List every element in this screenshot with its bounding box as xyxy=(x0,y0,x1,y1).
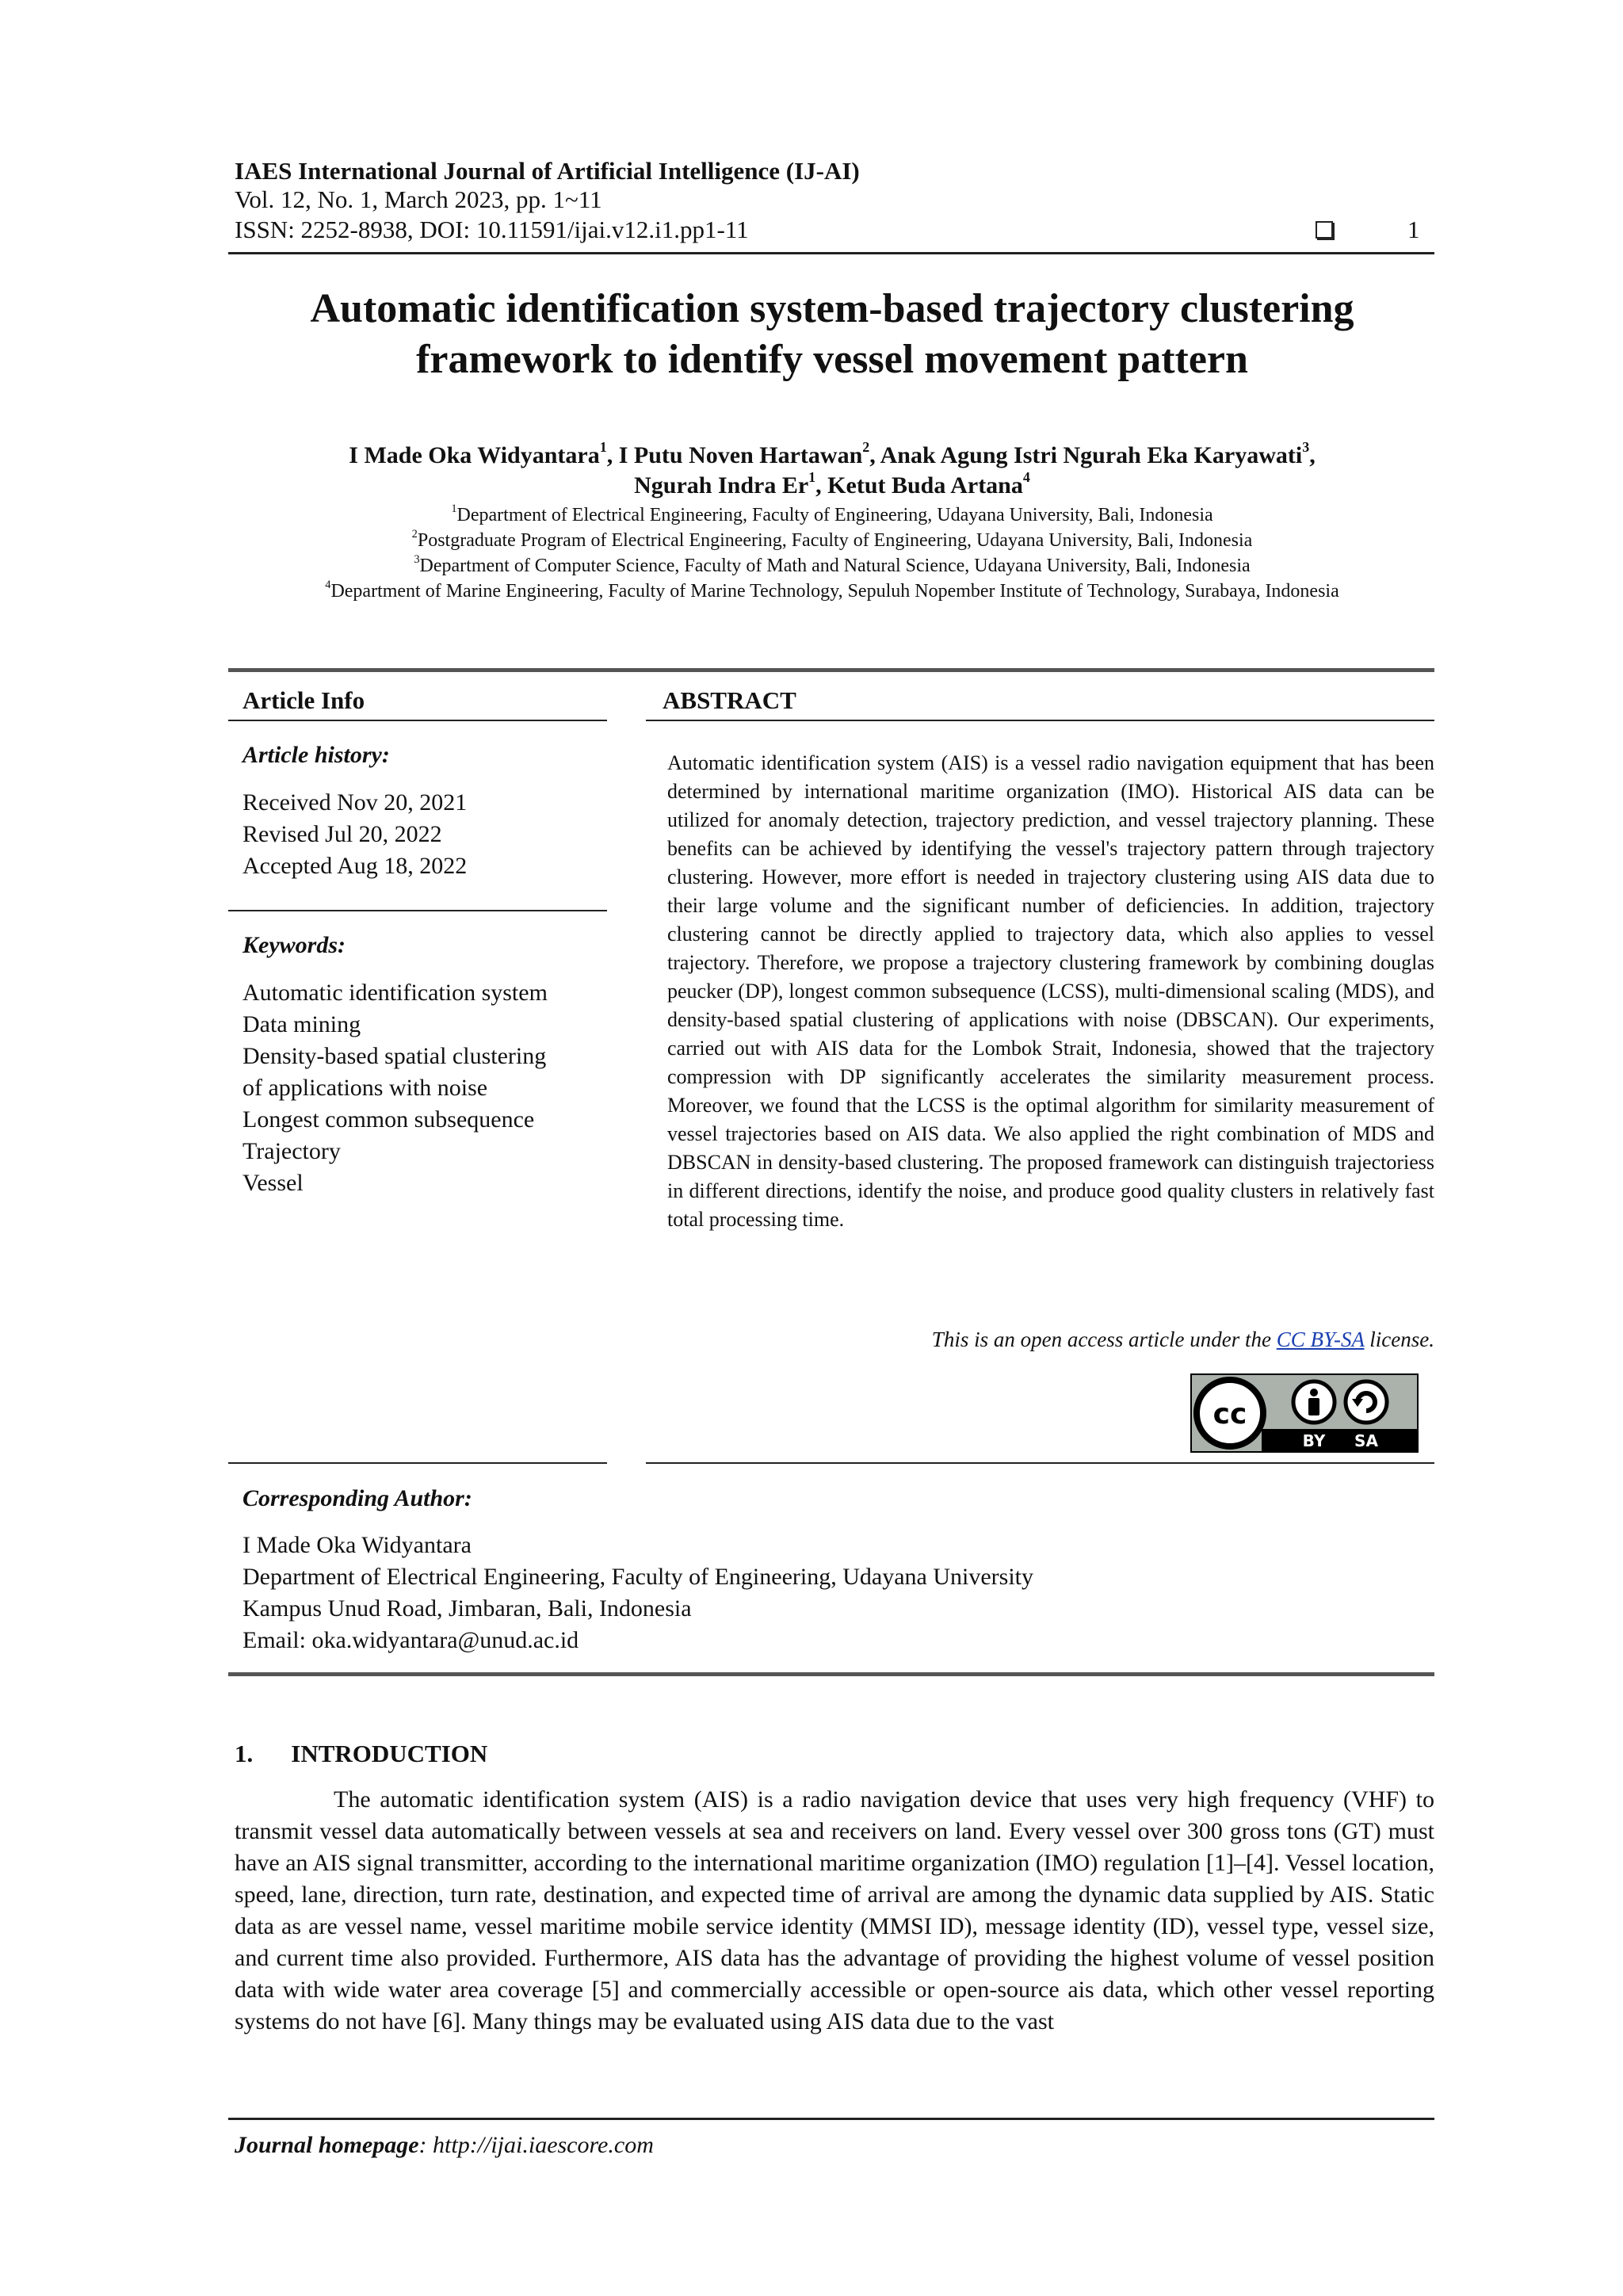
affiliation-text: Department of Marine Engineering, Faculty of Marine Technology, Sepuluh Nopember Institute of Technology, Surabaya, Indonesia xyxy=(330,581,1339,602)
intro-heading xyxy=(235,1740,487,1768)
author-name: I Made Oka Widyantara xyxy=(349,442,600,468)
affiliation-line xyxy=(119,528,1545,553)
license-link[interactable]: CC BY-SA xyxy=(1276,1328,1365,1351)
intro-paragraph: The automatic identification system (AIS) is a radio navigation device that uses very high frequency (VHF) to transmit vessel data automatically between vessels at sea and receivers on land. Every vessel over 300 gross tons (GT) must have an AIS signal transmitter, according to the international maritime organization (IMO) regulation [1]–[4]. Vessel location, speed, lane, direction, turn rate, destination, and expected time of arrival are among the dynamic data supplied by AIS. Static data as are vessel name, vessel maritime mobile service identity (MMSI ID), message identity (ID), vessel type, vessel size, and current time also provided. Furthermore, AIS data has the advantage of providing the highest volume of vessel position data with wide water area coverage [5] and commercially accessible or open-source ais data, which other vessel reporting systems do not have [6]. Many things may be evaluated using AIS data due to the vast xyxy=(235,1786,1434,2034)
affiliation-sup: 4 xyxy=(325,578,331,591)
affiliation-text: Department of Computer Science, Faculty of Math and Natural Science, Udayana University, Bali, Indonesia xyxy=(419,556,1251,576)
author-list: I Made Oka Widyantara$^1$, I Putu Noven Hartawan$^2$, Anak Agung Istri Ngurah Eka Karyawati$^3$, Ngurah Indra Er$^1$, Ketut Buda Artana$^4$ xyxy=(349,439,1316,499)
received-date: Received Nov 20, 2021 xyxy=(242,789,468,816)
history-list xyxy=(242,787,467,882)
accepted-date: Accepted Aug 18, 2022 xyxy=(242,853,468,879)
keyword-item: Automatic identification system xyxy=(242,980,548,1006)
volume-info: Vol. 12, No. 1, March 2023, pp. 1~11 xyxy=(235,185,602,213)
affiliation-line xyxy=(119,579,1545,604)
author-name: I Putu Noven Hartawan xyxy=(618,442,863,468)
keyword-item: of applications with noise xyxy=(242,1075,488,1101)
history-rule xyxy=(228,910,607,911)
intro-number: 1. xyxy=(235,1740,254,1767)
header-rule xyxy=(228,252,1434,254)
page-number: 1 xyxy=(1407,216,1420,243)
abstract-rule xyxy=(646,720,1434,721)
footer-url[interactable]: : http://ijai.iaescore.com xyxy=(418,2132,654,2158)
sa-share-icon xyxy=(1346,1381,1387,1423)
revised-date: Revised Jul 20, 2022 xyxy=(242,821,442,847)
keywords-heading: Keywords: xyxy=(242,932,346,958)
left-column-bottom-rule xyxy=(228,1462,607,1464)
info-box-bottom-rule xyxy=(228,1672,1434,1676)
footer-rule xyxy=(228,2118,1434,2120)
keyword-item: Vessel xyxy=(242,1170,304,1196)
by-label: BY xyxy=(1302,1431,1326,1450)
cc-by-sa-badge[interactable] xyxy=(1190,1373,1419,1453)
keywords-list xyxy=(242,977,548,1199)
corresponding-address: Kampus Unud Road, Jimbaran, Bali, Indonesia xyxy=(242,1595,692,1622)
affiliation-text: Department of Electrical Engineering, Faculty of Engineering, Udayana University, Bali, Indonesia xyxy=(456,505,1213,525)
history-heading: Article history: xyxy=(242,742,390,768)
affiliation-text: Postgraduate Program of Electrical Engineering, Faculty of Engineering, Udayana University, Bali, Indonesia xyxy=(417,530,1253,551)
cc-badge-text: cc xyxy=(1212,1398,1247,1431)
license-note xyxy=(667,1328,1434,1352)
footer-label: Journal homepage xyxy=(235,2132,419,2158)
affiliation-sup: 1 xyxy=(451,502,457,515)
square-icon xyxy=(1316,221,1333,239)
keyword-item: Density-based spatial clustering xyxy=(242,1043,547,1069)
paper-title xyxy=(158,284,1506,385)
license-suffix: license. xyxy=(1364,1328,1434,1351)
journal-name: IAES International Journal of Artificial Intelligence (IJ-AI) xyxy=(235,157,860,185)
keyword-item: Data mining xyxy=(242,1011,361,1037)
corresponding-name: I Made Oka Widyantara xyxy=(242,1532,472,1558)
affiliation-sup: 3 xyxy=(414,552,420,566)
affiliation-line xyxy=(119,553,1545,579)
affiliation-line xyxy=(119,502,1545,528)
affiliations xyxy=(119,502,1545,604)
corresponding-heading: Corresponding Author: xyxy=(242,1485,472,1511)
corresponding-email: Email: oka.widyantara@unud.ac.id xyxy=(242,1627,579,1653)
keyword-item: Longest common subsequence xyxy=(242,1106,535,1133)
title-line-1: Automatic identification system-based trajectory clustering xyxy=(310,286,1354,331)
title-line-2: framework to identify vessel movement pattern xyxy=(416,337,1248,382)
keyword-item: Trajectory xyxy=(242,1138,341,1164)
author-sup: 1 xyxy=(808,469,816,486)
author-sup: 3 xyxy=(1302,439,1310,456)
author-name: Anak Agung Istri Ngurah Eka Karyawati xyxy=(880,442,1303,468)
article-info-heading: Article Info xyxy=(242,686,365,714)
issn-doi: ISSN: 2252-8938, DOI: 10.11591/ijai.v12.i1.pp1-11 xyxy=(235,216,749,243)
author-name: Ngurah Indra Er xyxy=(634,472,809,499)
author-name: Ketut Buda Artana xyxy=(827,472,1023,499)
footer xyxy=(235,2132,654,2159)
author-sup: 1 xyxy=(599,439,607,456)
abstract-heading: ABSTRACT xyxy=(663,686,796,714)
license-prefix: This is an open access article under the xyxy=(931,1328,1277,1351)
abstract-text: Automatic identification system (AIS) is a vessel radio navigation equipment that has been determined by international maritime organization (IMO). Historical AIS data can be utilized for anomaly detection, trajectory prediction, and vessel trajectory planning. These benefits can be achieved by identifying the vessel's trajectory pattern through trajectory clustering. However, more effort is needed in trajectory clustering using AIS data due to their large volume and the significant number of deficiencies. In addition, trajectory clustering cannot be directly applied to trajectory data, which also applies to vessel trajectory. Therefore, we propose a trajectory clustering framework by combining douglas peucker (DP), longest common subsequence (LCSS), multi-dimensional scaling (MDS), and density-based spatial clustering of applications with noise (DBSCAN). Our experiments, carried out with AIS data for the Lombok Strait, Indonesia, showed that the trajectory compression with DP significantly accelerates the similarity measurement process. Moreover, we found that the LCSS is the optimal algorithm for similarity measurement of vessel trajectories based on AIS data. We also applied the right combination of MDS and DBSCAN in density-based clustering. The proposed framework can distinguish trajectoriess in different directions, identify the noise, and produce good quality clusters in relatively fast total processing time. xyxy=(667,751,1434,1231)
right-column-bottom-rule xyxy=(646,1462,1434,1464)
author-sup: 4 xyxy=(1022,469,1030,486)
intro-title: INTRODUCTION xyxy=(291,1740,488,1767)
corresponding-dept: Department of Electrical Engineering, Faculty of Engineering, Udayana University xyxy=(242,1564,1033,1590)
corresponding-block xyxy=(242,1530,1033,1656)
author-sup: 2 xyxy=(862,439,870,456)
article-info-rule xyxy=(228,720,607,721)
affiliation-sup: 2 xyxy=(411,527,418,541)
info-box-top-rule xyxy=(228,668,1434,672)
sa-label: SA xyxy=(1354,1431,1378,1450)
